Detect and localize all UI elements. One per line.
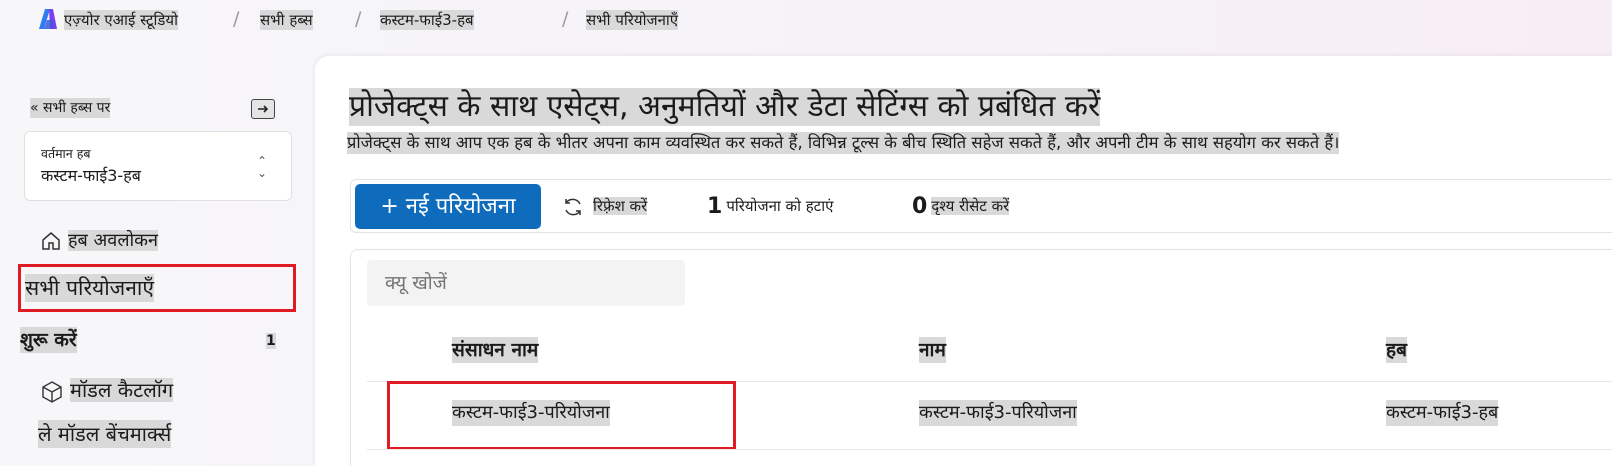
- column-header-name[interactable]: नाम: [919, 339, 946, 361]
- breadcrumb-separator: /: [355, 8, 362, 30]
- reset-view-button[interactable]: [912, 194, 1009, 219]
- breadcrumb-hub[interactable]: कस्टम-फाई3-हब: [380, 11, 474, 29]
- cube-icon: [40, 380, 64, 404]
- breadcrumb-all-hubs[interactable]: सभी हब्स: [260, 11, 313, 29]
- projects-table: [350, 249, 1612, 466]
- new-project-button[interactable]: + नई परियोजना: [355, 184, 541, 229]
- column-header-resource-name[interactable]: संसाधन नाम: [452, 339, 539, 361]
- column-header-hub[interactable]: हब: [1386, 339, 1407, 361]
- reset-count: 0: [912, 193, 928, 219]
- main-panel: [315, 56, 1612, 466]
- breadcrumb-app[interactable]: एज़्योर एआई स्टूडियो: [64, 11, 179, 29]
- sidebar-section-get-started[interactable]: शुरू करें: [20, 329, 77, 351]
- delete-label: परियोजना को हटाएं: [726, 197, 834, 215]
- breadcrumb-current-page[interactable]: सभी परियोजनाएँ: [586, 11, 679, 29]
- table-row-hub[interactable]: कस्टम-फाई3-हब: [1386, 400, 1498, 426]
- breadcrumb: [0, 0, 1612, 40]
- refresh-button[interactable]: [561, 194, 647, 219]
- sidebar-item-label: मॉडल कैटलॉग: [70, 378, 174, 402]
- page-subtitle: प्रोजेक्ट्स के साथ आप एक हब के भीतर अपना काम व्यवस्थित कर सकते हैं, विभिन्न टूल्स के बीच स्थिति सहेज सकते हैं, और अपनी टीम के साथ सहयोग कर सकते हैं।: [347, 133, 1340, 152]
- collapse-sidebar-button[interactable]: [251, 99, 275, 119]
- delete-project-button[interactable]: [707, 194, 833, 219]
- home-icon: [40, 230, 62, 252]
- collapse-icon: [253, 101, 273, 117]
- current-hub-value: कस्टम-फाई3-हब: [41, 166, 141, 185]
- page-title: प्रोजेक्ट्स के साथ एसेट्स, अनुमतियों और डेटा सेटिंग्स को प्रबंधित करें: [349, 89, 1101, 124]
- current-hub-label: वर्तमान हब: [41, 146, 91, 161]
- delete-count: 1: [707, 193, 723, 219]
- current-hub-selector[interactable]: [24, 131, 292, 201]
- chevron-up-down-icon: ⌃ ⌄: [257, 154, 268, 180]
- sidebar: [0, 56, 314, 466]
- breadcrumb-separator: /: [233, 8, 240, 30]
- toolbar: [350, 179, 1612, 233]
- sidebar-item-model-catalog[interactable]: [40, 376, 173, 404]
- table-row-resource-name[interactable]: कस्टम-फाई3-परियोजना: [452, 400, 610, 426]
- sidebar-item-label: हब अवलोकन: [68, 230, 158, 251]
- get-started-count-badge: 1: [266, 333, 276, 349]
- search-input[interactable]: [367, 260, 685, 306]
- sidebar-item-all-projects[interactable]: [18, 264, 296, 312]
- azure-ai-logo-icon[interactable]: [38, 8, 58, 30]
- sidebar-item-hub-overview[interactable]: [40, 228, 158, 254]
- back-to-all-hubs-link[interactable]: « सभी हब्स पर: [30, 100, 111, 116]
- refresh-icon: [561, 195, 585, 219]
- divider: [367, 449, 1612, 450]
- sidebar-item-model-benchmarks[interactable]: ले मॉडल बेंचमार्क्स: [38, 422, 172, 446]
- breadcrumb-separator: /: [562, 8, 569, 30]
- reset-label: दृश्य रीसेट करें: [931, 197, 1010, 215]
- sidebar-item-label: सभी परियोजनाएँ: [25, 276, 154, 300]
- refresh-label: रिफ़्रेश करें: [593, 197, 648, 215]
- table-row-name[interactable]: कस्टम-फाई3-परियोजना: [919, 400, 1077, 426]
